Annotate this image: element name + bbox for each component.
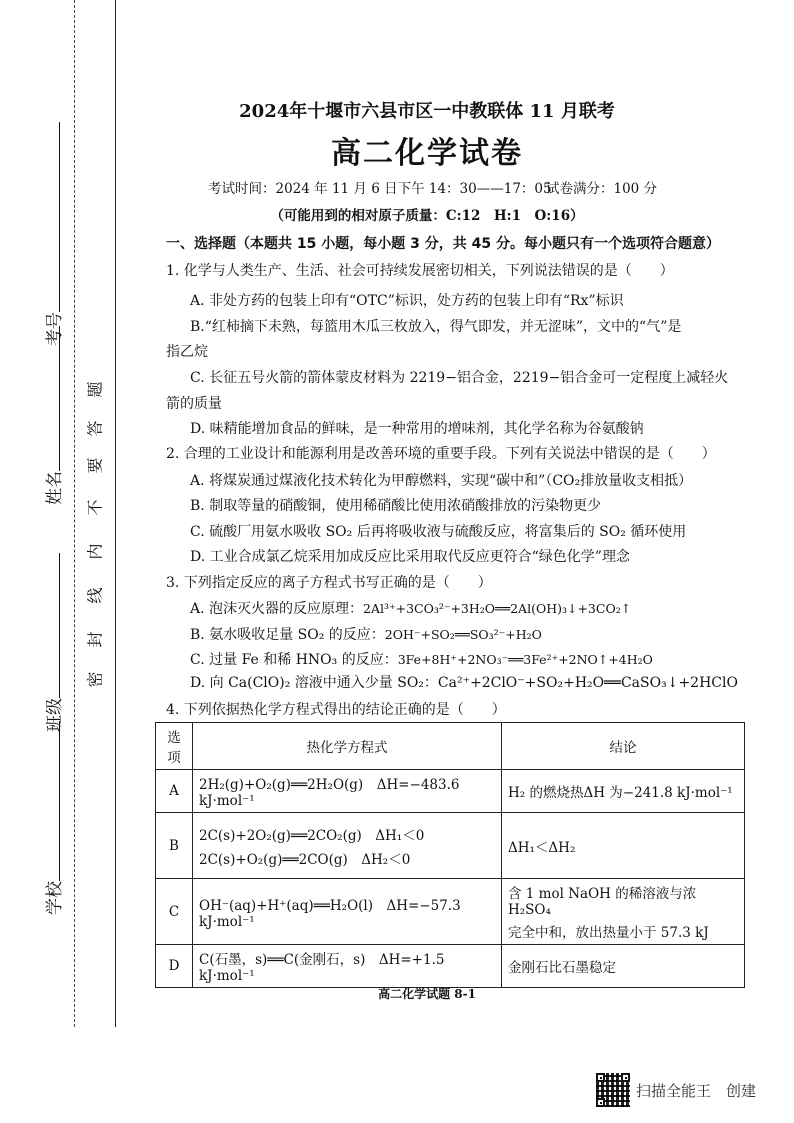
question-2-option-b: B. 制取等量的硝酸铜，使用稀硝酸比使用浓硝酸排放的污染物更少	[190, 498, 602, 514]
question-3-option-a	[190, 598, 631, 618]
row-option: C	[156, 879, 193, 945]
table-row	[156, 770, 745, 813]
table-header: 选项	[156, 723, 193, 770]
question-1-option-b: B.“红柿摘下未熟，每篮用木瓜三枚放入，得气即发，并无涩味”，文中的“气”是	[190, 319, 682, 335]
question-1-option-c-cont: 箭的质量	[166, 396, 222, 412]
question-3-stem: 3. 下列指定反应的离子方程式书写正确的是（ ）	[166, 575, 492, 591]
section-title: 一、选择题（本题共 15 小题，每小题 3 分，共 45 分。每小题只有一个选项符合题意）	[166, 236, 720, 252]
seal-char: 封	[85, 631, 105, 648]
option-label: B. 氨水吸收足量 SO₂ 的反应：	[190, 627, 385, 643]
exam-time: 考试时间：2024 年 11 月 6 日下午 14：30——17：05	[208, 181, 552, 197]
equation-line: 2H₂(g)+O₂(g)══2H₂O(g) ΔH=−483.6 kJ·mol⁻¹	[199, 777, 460, 809]
row-equation	[193, 813, 502, 879]
ionic-equation: 3Fe+8H⁺+2NO₃⁻══3Fe²⁺+2NO↑+4H₂O	[397, 652, 653, 667]
row-conclusion	[502, 945, 745, 988]
question-4-table	[155, 722, 745, 988]
row-equation	[193, 879, 502, 945]
field-label-class: 班级	[45, 698, 65, 732]
scanner-text: 扫描全能王 创建	[636, 1081, 757, 1100]
field-class	[40, 553, 65, 732]
question-1-option-d: D. 味精能增加食品的鲜味，是一种常用的增味剂，其化学名称为谷氨酸钠	[190, 421, 644, 437]
seal-char: 要	[85, 457, 105, 474]
table-header: 热化学方程式	[193, 723, 502, 770]
question-1-option-c: C. 长征五号火箭的箭体蒙皮材料为 2219−铝合金，2219−铝合金可一定程度上减轻火	[190, 370, 729, 386]
question-3-option-d	[190, 672, 738, 692]
conclusion-line: H₂ 的燃烧热ΔH 为−241.8 kJ·mol⁻¹	[508, 785, 733, 801]
option-label: A. 泡沫灭火器的反应原理：	[190, 601, 364, 617]
equation-line: OH⁻(aq)+H⁺(aq)══H₂O(l) ΔH=−57.3 kJ·mol⁻¹	[199, 897, 461, 930]
class-input-line[interactable]	[59, 553, 60, 698]
seal-char: 不	[85, 499, 105, 516]
atomic-masses: （可能用到的相对原子质量：C:12 H:1 O:16）	[270, 208, 584, 224]
school-input-line[interactable]	[59, 721, 60, 881]
question-1-option-a: A. 非处方药的包装上印有“OTC”标识，处方药的包装上印有“Rx”标识	[190, 293, 624, 309]
ionic-equation: 2OH⁻+SO₂══SO₃²⁻+H₂O	[384, 627, 542, 642]
question-1-stem: 1. 化学与人类生产、生活、社会可持续发展密切相关，下列说法错误的是（ ）	[166, 263, 674, 279]
question-2-option-d: D. 工业合成氯乙烷采用加成反应比采用取代反应更符合“绿色化学”理念	[190, 549, 630, 565]
exam-name: 2024年十堰市六县市区一中教联体 11 月联考	[239, 101, 615, 122]
equation-line: 2C(s)+O₂(g)══2CO(g) ΔH₂＜0	[199, 851, 411, 868]
question-1-option-b-cont: 指乙烷	[166, 344, 208, 360]
question-3-option-c	[190, 649, 653, 669]
row-option: A	[156, 770, 193, 813]
row-option: B	[156, 813, 193, 879]
seal-char: 内	[85, 543, 105, 560]
conclusion-line: 含 1 mol NaOH 的稀溶液与浓 H₂SO₄	[508, 886, 697, 918]
question-2-option-c: C. 硫酸厂用氨水吸收 SO₂ 后再将吸收液与硫酸反应，将富集后的 SO₂ 循环使用	[190, 524, 687, 540]
field-label-exam-number: 考号	[45, 312, 65, 346]
scanner-watermark	[596, 1073, 756, 1107]
conclusion-line: 完全中和，放出热量小于 57.3 kJ	[508, 925, 709, 941]
seal-char: 密	[85, 671, 105, 688]
row-option: D	[156, 945, 193, 988]
row-conclusion	[502, 770, 745, 813]
equation-line: C(石墨，s)══C(金刚石，s) ΔH=+1.5 kJ·mol⁻¹	[199, 952, 445, 984]
seal-char: 答	[85, 420, 105, 437]
question-4-stem: 4. 下列依据热化学方程式得出的结论正确的是（ ）	[166, 702, 506, 718]
option-label: C. 过量 Fe 和稀 HNO₃ 的反应：	[190, 652, 398, 668]
field-label-school: 学校	[45, 881, 65, 915]
table-row	[156, 813, 745, 879]
table-row	[156, 945, 745, 988]
row-conclusion	[502, 813, 745, 879]
field-school	[40, 721, 65, 915]
conclusion-line: 金刚石比石墨稳定	[508, 960, 616, 976]
table-row	[156, 879, 745, 945]
conclusion-line: ΔH₁＜ΔH₂	[508, 839, 576, 856]
ionic-equation: 2Al³⁺+3CO₃²⁻+3H₂O══2Al(OH)₃↓+3CO₂↑	[363, 601, 632, 616]
seal-char: 题	[85, 381, 105, 398]
equation-line: 2C(s)+2O₂(g)══2CO₂(g) ΔH₁＜0	[199, 827, 425, 844]
table-header-row	[156, 723, 745, 770]
table-header: 结论	[502, 723, 745, 770]
question-3-option-b	[190, 624, 542, 644]
qr-code-icon	[596, 1073, 630, 1107]
row-equation	[193, 945, 502, 988]
row-equation	[193, 770, 502, 813]
page-label: 高二化学试题 8-1	[378, 987, 476, 1001]
row-conclusion	[502, 879, 745, 945]
question-2-option-a: A. 将煤炭通过煤液化技术转化为甲醇燃料，实现“碳中和”（CO₂排放量收支相抵）	[190, 473, 693, 489]
seal-char: 线	[85, 587, 105, 604]
full-score: 试卷满分：100 分	[546, 181, 658, 197]
question-2-stem: 2. 合理的工业设计和能源利用是改善环境的重要手段。下列有关说法中错误的是（ ）	[166, 446, 716, 462]
option-label: D. 向 Ca(ClO)₂ 溶液中通入少量 SO₂：	[190, 675, 438, 691]
field-label-name: 姓名	[45, 471, 65, 505]
name-input-line[interactable]	[59, 326, 60, 471]
ionic-equation: Ca²⁺+2ClO⁻+SO₂+H₂O══CaSO₃↓+2HClO	[437, 675, 738, 691]
paper-title: 高二化学试卷	[331, 136, 523, 171]
field-name	[40, 326, 65, 505]
